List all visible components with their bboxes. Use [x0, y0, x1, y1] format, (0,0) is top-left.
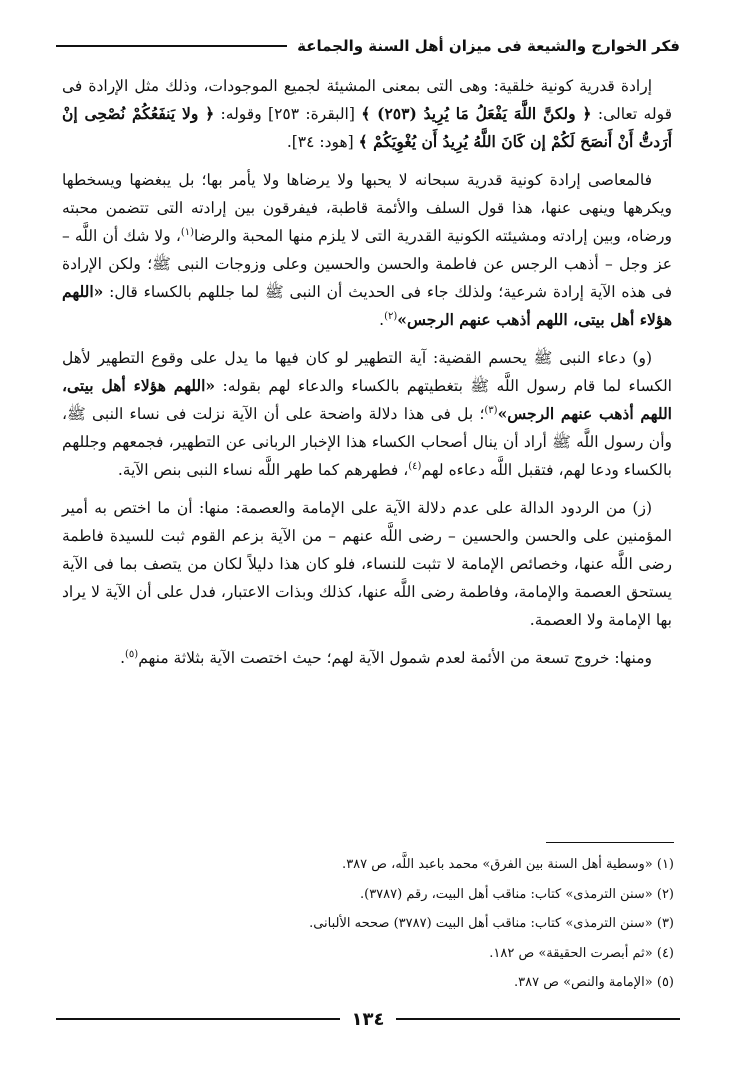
footnote-1: (١) «وسطية أهل السنة بين الفرق» محمد باعبد اللَّه، ص ٣٨٧.	[342, 857, 674, 872]
page-footer	[56, 1005, 680, 1033]
footnote-ref[interactable]: (٢)	[384, 310, 398, 322]
quran-verse: ﴿ ولكنَّ اللَّهَ يَفْعَلُ مَا يُرِيدُ (٢٥٣) ﴾	[361, 104, 592, 123]
footnote-divider	[546, 842, 674, 843]
paragraph-3: (و) دعاء النبى ﷺ يحسم القضية: آية التطهير لو كان فيها ما يدل على وقوع التطهير لأهل الكساء لما قام رسول اللَّه ﷺ بتغطيتهم بالكساء والدعاء لهم بقوله: «اللهم هؤلاء أهل بيتى، اللهم أذهب عنهم الرجس»$^{(٣)}$؛ بل فى هذا دلالة واضحة على أن الآية نزلت فى نساء النبى ﷺ، وأن رسول اللَّه ﷺ أراد أن ينال أصحاب الكساء هذا الإخبار الربانى عن التطهير، فجمعهم وجللهم بالكساء ودعا لهم، فتقبل اللَّه دعاءه لهم$^{(٤)}$، فطهرهم كما طهر اللَّه نساء النبى بنص الآية.	[62, 349, 672, 479]
paragraph-5: ومنها: خروج تسعة من الأئمة لعدم شمول الآية لهم؛ حيث اختصت الآية بثلاثة منهم$^{(٥)}$.	[120, 648, 652, 667]
main-text	[62, 72, 672, 672]
footnote-3: (٣) «سنن الترمذى» كتاب: مناقب أهل البيت (٣٧٨٧) صححه الألبانى.	[309, 916, 674, 931]
footer-rule-left	[56, 1018, 340, 1020]
paragraph-4: (ز) من الردود الدالة على عدم دلالة الآية على الإمامة والعصمة: منها: أن ما اختص به أمير المؤمنين على والحسن والحسين – رضى اللَّه عنهم – من الآية بزعم القوم ثبت للسيدة فاطمة رضى اللَّه عنها، وخصائص الإمامة لا تثبت للنساء، فلو كان هذا دليلاً لكان من يتصف بما فى الآية يستحق العصمة والإمامة، وفاطمة رضى اللَّه عنها، كذلك وبذات الاعتبار، فدل على أن الآية لا يراد بها الإمامة ولا العصمة.	[62, 499, 672, 629]
header-title: فكر الخوارج والشيعة فى ميزان أهل السنة والجماعة	[297, 37, 680, 55]
footnote-ref[interactable]: (٤)	[408, 460, 422, 472]
footnotes	[62, 850, 674, 998]
page-number: ١٣٤	[351, 1008, 385, 1030]
footnote-2: (٢) «سنن الترمذى» كتاب: مناقب أهل البيت، رقم (٣٧٨٧).	[359, 886, 674, 902]
footnote-ref[interactable]: (٣)	[484, 404, 498, 416]
hadith-quote: «اللهم هؤلاء أهل بيتى، اللهم أذهب عنهم الرجس»	[62, 376, 672, 423]
quran-verse: ﴿ ولا يَنفَعُكُمْ نُصْحِى إنْ أَرَدتُّ أَنْ أَنصَحَ لَكُمْ إن كَانَ اللَّهُ يُرِيدُ أَن يُغْوِيَكُمْ ﴾	[62, 104, 672, 151]
footnote-ref[interactable]: (١)	[180, 226, 195, 238]
footer-rule-right	[396, 1018, 680, 1020]
paragraph-1: إرادة قدرية كونية خلقية: وهى التى بمعنى المشيئة لجميع الموجودات، وذلك مثل الإرادة فى قوله تعالى: ﴿ ولكنَّ اللَّهَ يَفْعَلُ مَا يُرِيدُ (٢٥٣) ﴾ [البقرة: ٢٥٣] وقوله: ﴿ ولا يَنفَعُكُمْ نُصْحِى إنْ أَرَدتُّ أَنْ أَنصَحَ لَكُمْ إن كَانَ اللَّهُ يُرِيدُ أَن يُغْوِيَكُمْ ﴾ [هود: ٣٤].	[62, 77, 673, 151]
footnote-ref[interactable]: (٥)	[125, 648, 139, 660]
header-rule	[56, 45, 287, 47]
running-header	[56, 34, 680, 58]
paragraph-2: فالمعاصى إرادة كونية قدرية سبحانه لا يحبها ولا يرضاها ولا يأمر بها؛ بل يبغضها ويسخطها ويكرهها وينهى عنها، هذا قول السلف والأئمة قاطبة، فيفرقون بين إرادته التى تتضمن محبته ورضاه، وبين إرادته ومشيئته الكونية القدرية التى لا يلزم منها المحبة والرضا$^{(١)}$، ولا شك أن اللَّه – عز وجل – أذهب الرجس عن فاطمة والحسن والحسين وعلى وزوجات النبى ﷺ؛ ولكن الإرادة فى هذه الآية إرادة شرعية؛ ولذلك جاء فى الحديث أن النبى ﷺ لما جللهم بالكساء قال: «اللهم هؤلاء أهل بيتى، اللهم أذهب عنهم الرجس»$^{(٢)}$.	[62, 171, 672, 329]
hadith-quote: «اللهم هؤلاء أهل بيتى، اللهم أذهب عنهم الرجس»	[62, 282, 672, 329]
footnote-5: (٥) «الإمامة والنص» ص ٣٨٧.	[514, 975, 674, 990]
footnote-4: (٤) «ثم أبصرت الحقيقة» ص ١٨٢.	[489, 945, 674, 961]
